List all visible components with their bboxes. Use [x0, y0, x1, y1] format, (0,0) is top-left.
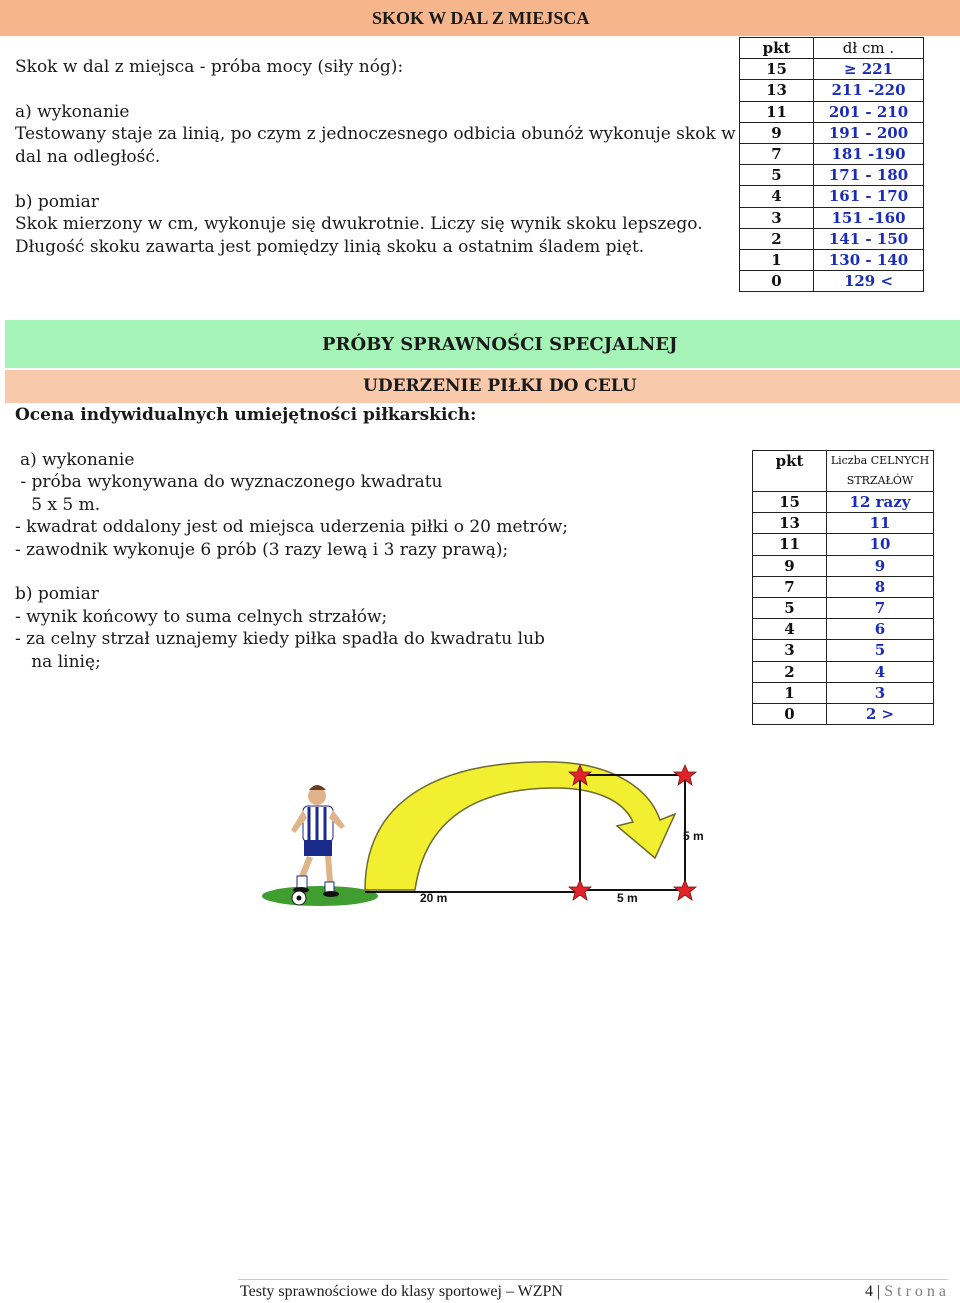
value-cell: 10: [827, 534, 934, 555]
table-row: [740, 228, 924, 249]
footer-left: Testy sprawnościowe do klasy sportowej – WZPN: [240, 1283, 563, 1300]
points-cell: 0: [740, 271, 814, 292]
table-header-row: [753, 451, 934, 492]
page-word: S t r o n a: [884, 1283, 946, 1300]
table-row: [753, 513, 934, 534]
points-cell: 7: [740, 143, 814, 164]
table-row: [740, 271, 924, 292]
section1-a-line1: Testowany staje za linią, po czym z jednoczesnego odbicia obunóż wykonuje skok w: [15, 124, 736, 144]
points-cell: 13: [740, 80, 814, 101]
table-row: [753, 682, 934, 703]
table-row: [753, 576, 934, 597]
points-cell: 9: [740, 122, 814, 143]
section2-b-line1: - wynik końcowy to suma celnych strzałów;: [15, 607, 388, 627]
value-cell: 201 - 210: [814, 101, 924, 122]
header-hits-line2: STRZAŁÓW: [846, 474, 914, 487]
soccer-player-figure: [291, 785, 345, 897]
label-20m: 20 m: [420, 891, 448, 905]
section2-a-label: a) wykonanie: [20, 450, 135, 470]
table-row: [753, 534, 934, 555]
table-row: [740, 186, 924, 207]
points-cell: 15: [753, 492, 827, 513]
table-row: [753, 640, 934, 661]
page-number: 4: [865, 1283, 874, 1300]
table-row: [753, 661, 934, 682]
section1-heading: Skok w dal z miejsca - próba mocy (siły nóg):: [15, 57, 404, 77]
value-cell: 191 - 200: [814, 122, 924, 143]
section1-b-label: b) pomiar: [15, 192, 99, 212]
table-row: [740, 207, 924, 228]
page-title: SKOK W DAL Z MIEJSCA: [372, 8, 590, 28]
section2-a-line2: 5 x 5 m.: [15, 495, 101, 515]
section2-b-line2: - za celny strzał uznajemy kiedy piłka spadła do kwadratu lub: [15, 629, 545, 649]
points-cell: 11: [753, 534, 827, 555]
header-hits-line1: Liczba CELNYCH: [830, 454, 930, 467]
section2-a-line1: - próba wykonywana do wyznaczonego kwadratu: [15, 472, 443, 492]
kick-arrow: [365, 762, 675, 890]
value-cell: 6: [827, 619, 934, 640]
value-cell: 161 - 170: [814, 186, 924, 207]
points-cell: 2: [740, 228, 814, 249]
header-cell-hits: [827, 451, 934, 492]
section2-band-title: PRÓBY SPRAWNOŚCI SPECJALNEJ: [322, 334, 678, 355]
value-cell: 129 <: [814, 271, 924, 292]
points-cell: 7: [753, 576, 827, 597]
footer-rule: [238, 1279, 948, 1280]
section2-a-line3: - kwadrat oddalony jest od miejsca uderzenia piłki o 20 metrów;: [15, 517, 569, 537]
value-cell: 8: [827, 576, 934, 597]
label-5m-bottom: 5 m: [617, 891, 638, 905]
points-cell: 5: [753, 597, 827, 618]
points-cell: 9: [753, 555, 827, 576]
table-row: [753, 492, 934, 513]
value-cell: 151 -160: [814, 207, 924, 228]
value-cell: 130 - 140: [814, 249, 924, 270]
page-separator: |: [873, 1283, 885, 1300]
points-cell: 1: [740, 249, 814, 270]
value-cell: 171 - 180: [814, 165, 924, 186]
value-cell: 7: [827, 597, 934, 618]
section2-intro: Ocena indywidualnych umiejętności piłkarskich:: [15, 405, 477, 425]
value-cell: 5: [827, 640, 934, 661]
points-cell: 2: [753, 661, 827, 682]
table-row: [753, 703, 934, 724]
points-cell: 13: [753, 513, 827, 534]
table-row: [740, 101, 924, 122]
section1-b-line1: Skok mierzony w cm, wykonuje się dwukrotnie. Liczy się wynik skoku lepszego.: [15, 214, 703, 234]
section1-a-line2: dal na odległość.: [15, 147, 161, 167]
page-indicator: [865, 1283, 946, 1301]
value-cell: 2 >: [827, 703, 934, 724]
table-row: [740, 59, 924, 80]
header-cell-length: dł cm .: [814, 38, 924, 59]
points-cell: 4: [740, 186, 814, 207]
header-cell-pkt: pkt: [753, 451, 827, 492]
value-cell: 4: [827, 661, 934, 682]
section1-b-line2: Długość skoku zawarta jest pomiędzy linią skoku a ostatnim śladem pięt.: [15, 237, 645, 257]
section2-b-label: b) pomiar: [15, 584, 99, 604]
table-header-row: [740, 38, 924, 59]
shot-accuracy-score-table: [752, 450, 934, 725]
section2-b-line3: na linię;: [15, 652, 101, 672]
table-row: [753, 555, 934, 576]
table-row: [740, 80, 924, 101]
points-cell: 15: [740, 59, 814, 80]
value-cell: 141 - 150: [814, 228, 924, 249]
grass-patch: [262, 886, 378, 906]
points-cell: 11: [740, 101, 814, 122]
value-cell: 181 -190: [814, 143, 924, 164]
value-cell: 11: [827, 513, 934, 534]
points-cell: 1: [753, 682, 827, 703]
long-jump-score-table: [739, 37, 924, 292]
label-5m-side: 5 m: [683, 829, 704, 843]
table-row: [753, 619, 934, 640]
points-cell: 4: [753, 619, 827, 640]
value-cell: 12 razy: [827, 492, 934, 513]
table-row: [740, 143, 924, 164]
table-row: [740, 165, 924, 186]
section1-a-label: a) wykonanie: [15, 102, 130, 122]
points-cell: 0: [753, 703, 827, 724]
kick-target-diagram: [255, 730, 707, 920]
table-row: [740, 122, 924, 143]
section2-a-line4: - zawodnik wykonuje 6 prób (3 razy lewą i 3 razy prawą);: [15, 540, 509, 560]
value-cell: 9: [827, 555, 934, 576]
header-band: [0, 0, 960, 36]
points-cell: 5: [740, 165, 814, 186]
value-cell: 3: [827, 682, 934, 703]
table-row: [753, 597, 934, 618]
section2-sub-title: UDERZENIE PIŁKI DO CELU: [363, 376, 637, 396]
table-row: [740, 249, 924, 270]
value-cell: ≥ 221: [814, 59, 924, 80]
header-cell-pkt: pkt: [740, 38, 814, 59]
points-cell: 3: [753, 640, 827, 661]
value-cell: 211 -220: [814, 80, 924, 101]
points-cell: 3: [740, 207, 814, 228]
